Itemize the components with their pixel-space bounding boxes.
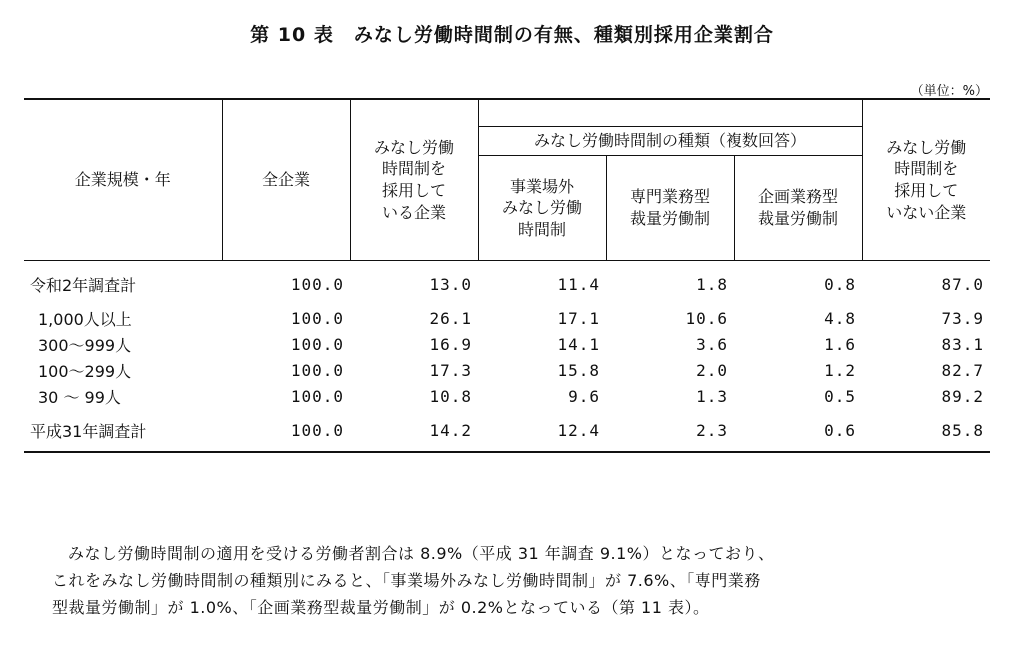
header-type-planning: 企画業務型 裁量労働制 [734,156,862,261]
header-not-adopting: みなし労働 時間制を 採用して いない企業 [862,99,990,261]
table-row: 30 ～ 99人 100.0 10.8 9.6 1.3 0.5 89.2 [24,383,990,409]
header-types-group: みなし労働時間制の種類（複数回答） [478,127,862,156]
header-adopting: みなし労働 時間制を 採用して いる企業 [350,99,478,261]
row-label: 300～999人 [38,335,132,355]
header-size-year: 企業規模・年 [24,99,222,261]
table-row: 平成31年調査計 100.0 14.2 12.4 2.3 0.6 85.8 [24,417,990,443]
unit-label: （単位：%） [910,84,988,99]
table-title: 第 10 表 みなし労働時間制の有無、種類別採用企業割合 [250,24,774,46]
table-row: 300～999人 100.0 16.9 14.1 3.6 1.6 83.1 [24,331,990,357]
table-row: 100～299人 100.0 17.3 15.8 2.0 1.2 82.7 [24,357,990,383]
row-label: 令和2年調査計 [30,275,137,295]
header-type-expert: 専門業務型 裁量労働制 [606,156,734,261]
header-type-offsite: 事業場外 みなし労働 時間制 [478,156,606,261]
paragraph-line: みなし労働時間制の適用を受ける労働者割合は 8.9%（平成 31 年調査 9.1%）となっており、 [68,544,775,563]
body-paragraph [52,540,982,621]
header-all-companies: 全企業 [222,99,350,261]
row-label: 1,000人以上 [38,309,132,329]
data-table [24,98,990,453]
row-label: 30 ～ 99人 [38,387,121,407]
table-row: 令和2年調査計 100.0 13.0 11.4 1.8 0.8 87.0 [24,271,990,297]
row-label: 100～299人 [38,361,132,381]
table-row: 1,000人以上 100.0 26.1 17.1 10.6 4.8 73.9 [24,305,990,331]
paragraph-line: 型裁量労働制」が 1.0%、「企画業務型裁量労働制」が 0.2%となっている（第 11 表）。 [52,598,710,617]
row-label: 平成31年調査計 [30,421,147,441]
paragraph-line: これをみなし労働時間制の種類別にみると、「事業場外みなし労働時間制」が 7.6%、「専門業務 [52,571,761,590]
